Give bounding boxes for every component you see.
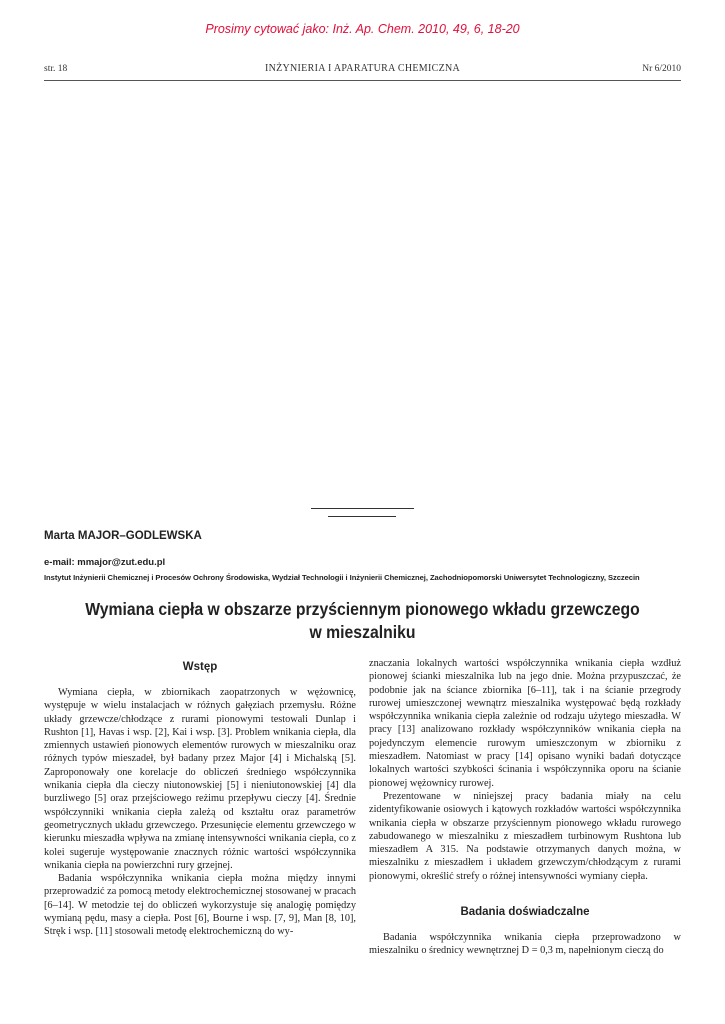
- issue-number: Nr 6/2010: [642, 64, 681, 74]
- running-head: [44, 62, 681, 80]
- intro-paragraph-1: Wymiana ciepła, w zbiornikach zaopatrzonych w wężownicę, występuje w wielu instalacjach w różnych gałęziach przemysłu. Różne układy grzewcze/chłodzące z rurami pionowymi testowali Dunlap i Rushton [1], Havas i wsp. [2], Kai i wsp. [3]. Problem wnikania ciepła, dla zmiennych ustawień pionowych elementów rurowych w mieszalniku oraz różnych typów mieszadeł, był badany przez Major [4] i Michalską [5]. Zaproponowały one korelacje do obliczeń średniego współczynnika wnikania ciepła dla cieczy niutonowskiej [5] i nieniutonowskiej [4] dla burzliwego [5] oraz przejściowego reżimu przepływu cieczy [4]. Średnie współczynniki wnikania ciepła zależą od kształtu oraz parametrów geometrycznych układu grzewczego. Przesunięcie elementu grzewczego w kierunku mieszadła wpływa na zmianę intensywności wnikania ciepła, co z kolei sugeruje występowanie znacznych różnic wartości współczynnika wnikania ciepła na powierzchni rury grzejnej.: [44, 687, 356, 871]
- citation-note: Prosimy cytować jako: Inż. Ap. Chem. 2010, 49, 6, 18-20: [205, 22, 520, 36]
- paper-title: [76, 598, 649, 644]
- page-number: str. 18: [44, 64, 68, 74]
- author-affiliation: Instytut Inżynierii Chemicznej i Procesów Ochrony Środowiska, Wydział Technologii i Inżynierii Chemicznej, Zachodniopomorski Uniwersytet Technologiczny, Szczecin: [44, 573, 640, 582]
- author-email: e-mail: mmajor@zut.edu.pl: [44, 557, 166, 568]
- left-column: [44, 660, 356, 939]
- journal-name: INŻYNIERIA I APARATURA CHEMICZNA: [264, 63, 461, 74]
- header-rule: [44, 80, 681, 81]
- intro-paragraph-2: Badania współczynnika wnikania ciepła można między innymi przeprowadzić za pomocą metody elektrochemicznej stosowanej w pracach [6–14]. W metodzie tej do obliczeń wykorzystuje się analogię pomiędzy wymianą pędu, masy a ciepła. Post [6], Bourne i wsp. [7, 9], Man [8, 10], Stręk i wsp. [11] stosowali metodę elektrochemiczną do wy-: [44, 873, 356, 938]
- paper-title-line-1: Wymiana ciepła w obszarze przyściennym pionowego wkładu grzewczego: [85, 599, 640, 619]
- intro-paragraph-3: Prezentowane w niniejszej pracy badania miały na celu zidentyfikowanie osiowych i kątowych rozkładów wartości współczynnika wnikania ciepła w obszarze przyściennym pionowego wkładu rurowego zabudowanego w mieszalniku z mieszadłem turbinowym Rushtona lub mieszadłem A 315. Na podstawie otrzymanych danych można, w mieszalniku z mieszadłem i układem grzewczym/chłodzącym z rurami pionowymi, określić strefy o różnej intensywności wymiany ciepła.: [369, 790, 681, 882]
- separator-rule-upper: [311, 508, 414, 509]
- author-name: Marta MAJOR–GODLEWSKA: [44, 530, 202, 542]
- section-heading-experimental: Badania doświadczalne: [460, 906, 590, 919]
- separator-rule-lower: [328, 516, 396, 517]
- section-heading-introduction: Wstęp: [182, 661, 218, 673]
- paper-title-line-2: w mieszalniku: [309, 622, 416, 642]
- intro-paragraph-continued: znaczania lokalnych wartości współczynnika wnikania ciepła wzdłuż pionowej ścianki mieszalnika lub na jego dnie. Można przypuszczać, że podobnie jak na ściance zbiornika [6–11], tak i na ścianie przegrody rurowej umieszczonej wewnątrz mieszalnika występować będą rozkłady współczynnika wnikania ciepła zależnie od rodzaju użytego mieszadła. W pracy [13] analizowano rozkłady współczynników wnikania ciepła na pojedynczym elemencie rurowym umieszczonym w zbiorniku z mieszadłem. Natomiast w pracy [14] opisano wyniki badań dotyczące lokalnych wartości szybkości ścinania i współczynnika oporu na ścianie pionowej wężownicy rurowej.: [369, 658, 681, 789]
- experimental-paragraph-1: Badania współczynnika wnikania ciepła przeprowadzono w mieszalniku o średnicy wewnętrznej D = 0,3 m, napełnionym cieczą do: [369, 932, 681, 957]
- right-column: [369, 657, 681, 958]
